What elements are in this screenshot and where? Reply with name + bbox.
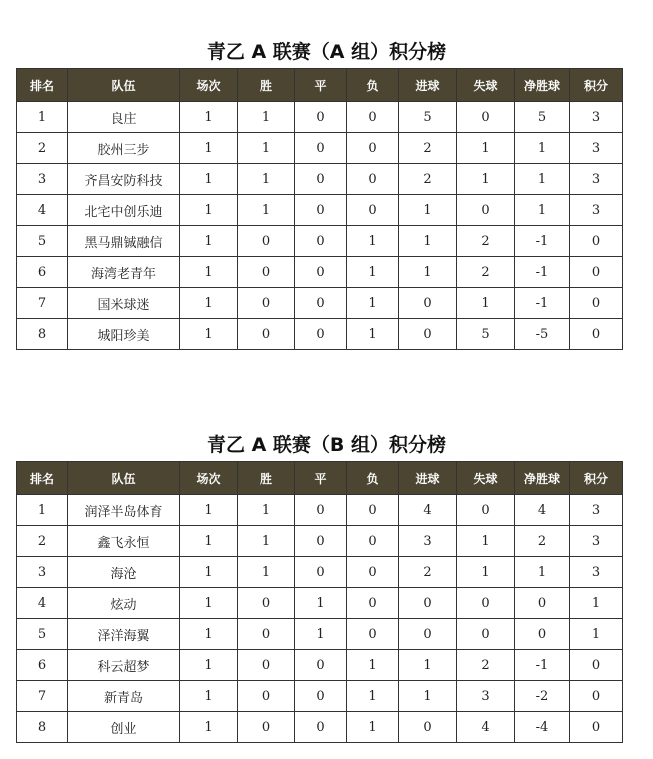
table-row: [17, 495, 623, 526]
table-cell: 1: [515, 557, 570, 588]
table-cell: 1: [180, 195, 238, 226]
table-cell: 0: [238, 588, 295, 619]
table-cell: 0: [457, 495, 515, 526]
table-cell: 1: [399, 226, 457, 257]
table-row: [17, 681, 623, 712]
column-header: 场次: [180, 69, 238, 102]
table-cell: 4: [399, 495, 457, 526]
table-cell: 0: [295, 164, 347, 195]
column-header: 负: [347, 462, 399, 495]
table-cell: 齐昌安防科技: [68, 164, 180, 195]
table-cell: -1: [515, 288, 570, 319]
table-cell: 1: [399, 681, 457, 712]
table-row: [17, 102, 623, 133]
table-cell: 1: [180, 557, 238, 588]
table-row: [17, 557, 623, 588]
table-cell: 国米球迷: [68, 288, 180, 319]
column-header: 队伍: [68, 462, 180, 495]
table-cell: 0: [295, 133, 347, 164]
table-cell: 0: [295, 288, 347, 319]
table-cell: 1: [238, 133, 295, 164]
table-cell: 0: [515, 588, 570, 619]
table-cell: 1: [238, 526, 295, 557]
table-cell: 0: [238, 257, 295, 288]
table-cell: 2: [457, 226, 515, 257]
table-cell: 1: [17, 102, 68, 133]
table-cell: 0: [295, 712, 347, 743]
table-cell: 1: [399, 195, 457, 226]
table-cell: 3: [17, 164, 68, 195]
table-cell: 0: [399, 619, 457, 650]
table-cell: -4: [515, 712, 570, 743]
table-cell: 0: [570, 712, 623, 743]
column-header: 失球: [457, 69, 515, 102]
table-cell: -1: [515, 257, 570, 288]
table-cell: 5: [17, 226, 68, 257]
table-row: [17, 588, 623, 619]
table-cell: 海沧: [68, 557, 180, 588]
column-header: 进球: [399, 69, 457, 102]
table-cell: 炫动: [68, 588, 180, 619]
table-cell: 0: [570, 257, 623, 288]
table-cell: 1: [399, 650, 457, 681]
table-cell: 0: [399, 319, 457, 350]
column-header: 场次: [180, 462, 238, 495]
table-cell: 2: [457, 257, 515, 288]
table-cell: 3: [570, 557, 623, 588]
table-a-title: 青乙 A 联赛（A 组）积分榜: [206, 41, 447, 63]
table-cell: 3: [570, 102, 623, 133]
table-cell: 0: [295, 319, 347, 350]
table-cell: 1: [238, 164, 295, 195]
table-cell: 8: [17, 712, 68, 743]
table-row: [17, 257, 623, 288]
table-cell: 0: [347, 557, 399, 588]
table-cell: 良庄: [68, 102, 180, 133]
table-cell: 1: [347, 288, 399, 319]
table-cell: 1: [347, 257, 399, 288]
table-cell: 0: [457, 588, 515, 619]
table-cell: 鑫飞永恒: [68, 526, 180, 557]
table-cell: 7: [17, 681, 68, 712]
table-cell: 1: [238, 495, 295, 526]
table-row: [17, 226, 623, 257]
table-cell: 4: [457, 712, 515, 743]
table-cell: 2: [515, 526, 570, 557]
table-cell: 0: [347, 195, 399, 226]
table-row: [17, 288, 623, 319]
table-cell: 1: [238, 557, 295, 588]
table-cell: 0: [347, 495, 399, 526]
table-cell: 3: [570, 133, 623, 164]
table-cell: 5: [457, 319, 515, 350]
table-cell: 0: [295, 681, 347, 712]
table-cell: 0: [295, 526, 347, 557]
table-cell: 1: [180, 257, 238, 288]
table-cell: 北宅中创乐迪: [68, 195, 180, 226]
table-cell: 科云超梦: [68, 650, 180, 681]
standings-table-group-b: [16, 461, 623, 743]
table-cell: 1: [180, 526, 238, 557]
table-cell: 1: [515, 133, 570, 164]
table-b-title: 青乙 A 联赛（B 组）积分榜: [206, 434, 447, 456]
table-row: [17, 650, 623, 681]
table-cell: 润泽半岛体育: [68, 495, 180, 526]
table-cell: 0: [347, 164, 399, 195]
table-row: [17, 164, 623, 195]
table-cell: 新青岛: [68, 681, 180, 712]
table-cell: 2: [17, 526, 68, 557]
table-cell: 0: [399, 588, 457, 619]
table-row: [17, 526, 623, 557]
table-cell: 0: [238, 650, 295, 681]
table-cell: 5: [399, 102, 457, 133]
table-cell: 1: [180, 650, 238, 681]
table-cell: 1: [180, 164, 238, 195]
table-cell: 0: [515, 619, 570, 650]
table-cell: 0: [295, 495, 347, 526]
table-cell: 泽洋海翼: [68, 619, 180, 650]
table-cell: 1: [238, 102, 295, 133]
table-cell: -2: [515, 681, 570, 712]
table-cell: 1: [457, 526, 515, 557]
table-cell: 1: [399, 257, 457, 288]
table-cell: 1: [180, 226, 238, 257]
table-cell: 2: [399, 557, 457, 588]
table-cell: 0: [347, 619, 399, 650]
table-cell: 0: [238, 319, 295, 350]
table-cell: 1: [347, 681, 399, 712]
table-cell: 3: [570, 164, 623, 195]
table-row: [17, 712, 623, 743]
table-cell: 1: [515, 164, 570, 195]
table-cell: 2: [399, 164, 457, 195]
column-header: 积分: [570, 462, 623, 495]
table-cell: 0: [570, 319, 623, 350]
table-cell: 0: [295, 102, 347, 133]
column-header: 平: [295, 462, 347, 495]
table-cell: 0: [570, 288, 623, 319]
table-row: [17, 619, 623, 650]
column-header: 积分: [570, 69, 623, 102]
table-cell: 7: [17, 288, 68, 319]
table-cell: 0: [238, 712, 295, 743]
table-row: [17, 195, 623, 226]
table-cell: 1: [515, 195, 570, 226]
table-cell: 4: [17, 195, 68, 226]
table-cell: -1: [515, 226, 570, 257]
table-cell: 3: [17, 557, 68, 588]
table-cell: 0: [570, 226, 623, 257]
table-cell: 城阳珍美: [68, 319, 180, 350]
table-cell: 2: [17, 133, 68, 164]
table-cell: 0: [570, 650, 623, 681]
table-cell: 创业: [68, 712, 180, 743]
table-cell: 0: [295, 650, 347, 681]
table-cell: 1: [347, 712, 399, 743]
table-row: [17, 319, 623, 350]
table-cell: 1: [295, 588, 347, 619]
table-cell: 0: [457, 102, 515, 133]
table-cell: 1: [457, 133, 515, 164]
table-cell: 0: [347, 526, 399, 557]
table-cell: 0: [295, 257, 347, 288]
table-cell: 3: [570, 195, 623, 226]
table-cell: 1: [238, 195, 295, 226]
table-cell: 4: [17, 588, 68, 619]
table-cell: 6: [17, 257, 68, 288]
column-header: 平: [295, 69, 347, 102]
column-header: 净胜球: [515, 69, 570, 102]
table-cell: 1: [570, 619, 623, 650]
table-cell: 0: [295, 557, 347, 588]
table-cell: 海湾老青年: [68, 257, 180, 288]
header-row: [17, 69, 623, 102]
table-cell: 1: [457, 288, 515, 319]
table-cell: 3: [570, 526, 623, 557]
table-cell: 0: [570, 681, 623, 712]
standings-table-group-a: [16, 68, 623, 350]
column-header: 排名: [17, 69, 68, 102]
column-header: 失球: [457, 462, 515, 495]
table-cell: 1: [180, 102, 238, 133]
table-cell: 1: [180, 588, 238, 619]
column-header: 队伍: [68, 69, 180, 102]
table-cell: 0: [238, 288, 295, 319]
table-cell: 1: [180, 288, 238, 319]
table-cell: 1: [347, 226, 399, 257]
table-cell: 0: [457, 195, 515, 226]
table-cell: 0: [238, 619, 295, 650]
column-header: 胜: [238, 69, 295, 102]
header-row: [17, 462, 623, 495]
table-cell: 0: [399, 712, 457, 743]
table-cell: 1: [180, 133, 238, 164]
table-cell: 1: [17, 495, 68, 526]
table-cell: 1: [180, 495, 238, 526]
table-cell: 1: [180, 319, 238, 350]
table-cell: 3: [399, 526, 457, 557]
table-cell: 0: [347, 133, 399, 164]
table-cell: 1: [457, 164, 515, 195]
table-cell: 0: [295, 226, 347, 257]
column-header: 排名: [17, 462, 68, 495]
table-cell: 0: [238, 226, 295, 257]
table-cell: 1: [347, 319, 399, 350]
table-cell: 0: [457, 619, 515, 650]
table-cell: 3: [570, 495, 623, 526]
table-cell: 0: [399, 288, 457, 319]
table-row: [17, 133, 623, 164]
table-cell: 1: [457, 557, 515, 588]
table-cell: 4: [515, 495, 570, 526]
table-cell: 0: [347, 102, 399, 133]
table-cell: 6: [17, 650, 68, 681]
table-cell: 8: [17, 319, 68, 350]
table-cell: 5: [17, 619, 68, 650]
table-cell: 1: [570, 588, 623, 619]
table-cell: 1: [180, 681, 238, 712]
table-cell: 1: [295, 619, 347, 650]
table-cell: 2: [457, 650, 515, 681]
table-cell: 1: [180, 712, 238, 743]
table-cell: 0: [295, 195, 347, 226]
table-cell: -1: [515, 650, 570, 681]
table-cell: 1: [347, 650, 399, 681]
table-cell: 1: [180, 619, 238, 650]
column-header: 负: [347, 69, 399, 102]
table-cell: 黑马鼎铖融信: [68, 226, 180, 257]
column-header: 进球: [399, 462, 457, 495]
column-header: 胜: [238, 462, 295, 495]
column-header: 净胜球: [515, 462, 570, 495]
table-cell: 5: [515, 102, 570, 133]
table-cell: 0: [238, 681, 295, 712]
table-cell: 2: [399, 133, 457, 164]
table-cell: 胶州三步: [68, 133, 180, 164]
table-cell: -5: [515, 319, 570, 350]
table-cell: 3: [457, 681, 515, 712]
table-cell: 0: [347, 588, 399, 619]
